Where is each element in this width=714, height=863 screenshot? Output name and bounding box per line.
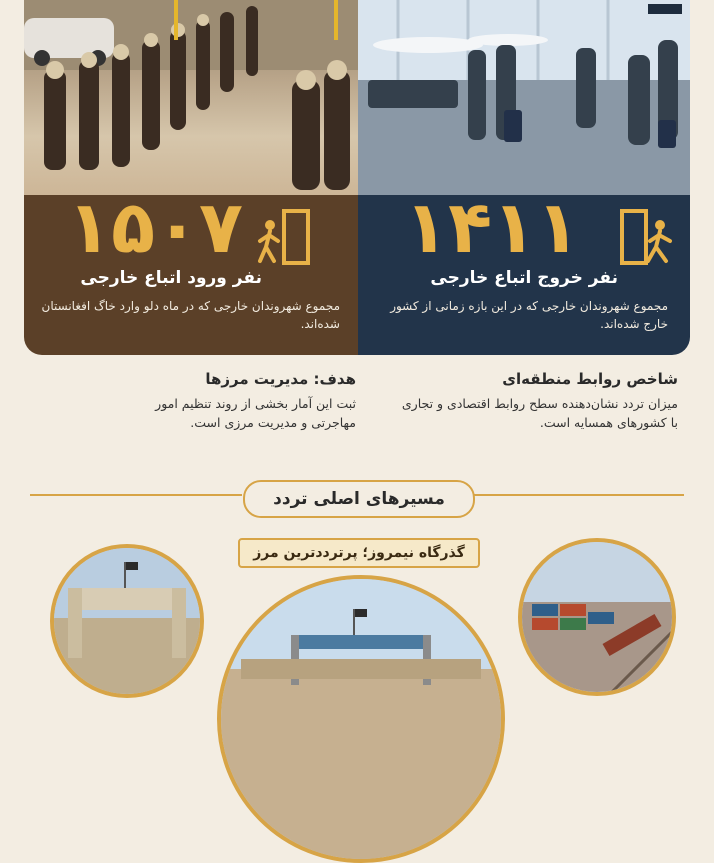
exit-count: ۱۴۱۱ [404, 185, 580, 269]
exit-stat-panel [358, 185, 690, 355]
routes-divider-left [30, 494, 242, 496]
border-gate-photo [50, 544, 204, 698]
border-crowd-photo [24, 0, 358, 195]
entry-description: مجموع شهروندان خارجی که در ماه دلو وارد خاگ افغانستان شده‌اند. [41, 299, 340, 331]
entry-title: نفر ورود اتباع خارجی [80, 268, 262, 288]
airport-terminal-photo [358, 0, 690, 195]
nimroz-highlight-banner: گذرگاه نیمروز؛ پرترددترین مرز [238, 538, 480, 568]
indicator-title: شاخص روابط منطقه‌ای [502, 370, 678, 388]
goal-block [130, 370, 356, 432]
goal-title: هدف: مدیریت مرزها [205, 370, 356, 388]
exit-door-icon [620, 207, 676, 269]
exit-title: نفر خروج اتباع خارجی [430, 268, 618, 288]
indicator-text: میزان تردد نشان‌دهنده سطح روابط اقتصادی و تجاری با کشورهای همسایه است. [401, 396, 678, 430]
goal-text: ثبت این آمار بخشی از روند تنظیم امور مهاجرتی و مدیریت مرزی است. [155, 396, 356, 430]
entry-stat-panel [24, 185, 358, 355]
entry-door-icon [256, 207, 312, 269]
indicator-block [398, 370, 678, 432]
routes-divider-right [472, 494, 684, 496]
rail-terminal-photo [518, 538, 676, 696]
entry-count: ۱۵۰۷ [67, 185, 243, 269]
exit-description: مجموع شهروندان خارجی که در این بازه زمانی از کشور خارج شده‌اند. [390, 299, 668, 331]
routes-title: مسیرهای اصلی تردد [243, 480, 475, 518]
nimroz-crossing-photo [217, 575, 505, 863]
